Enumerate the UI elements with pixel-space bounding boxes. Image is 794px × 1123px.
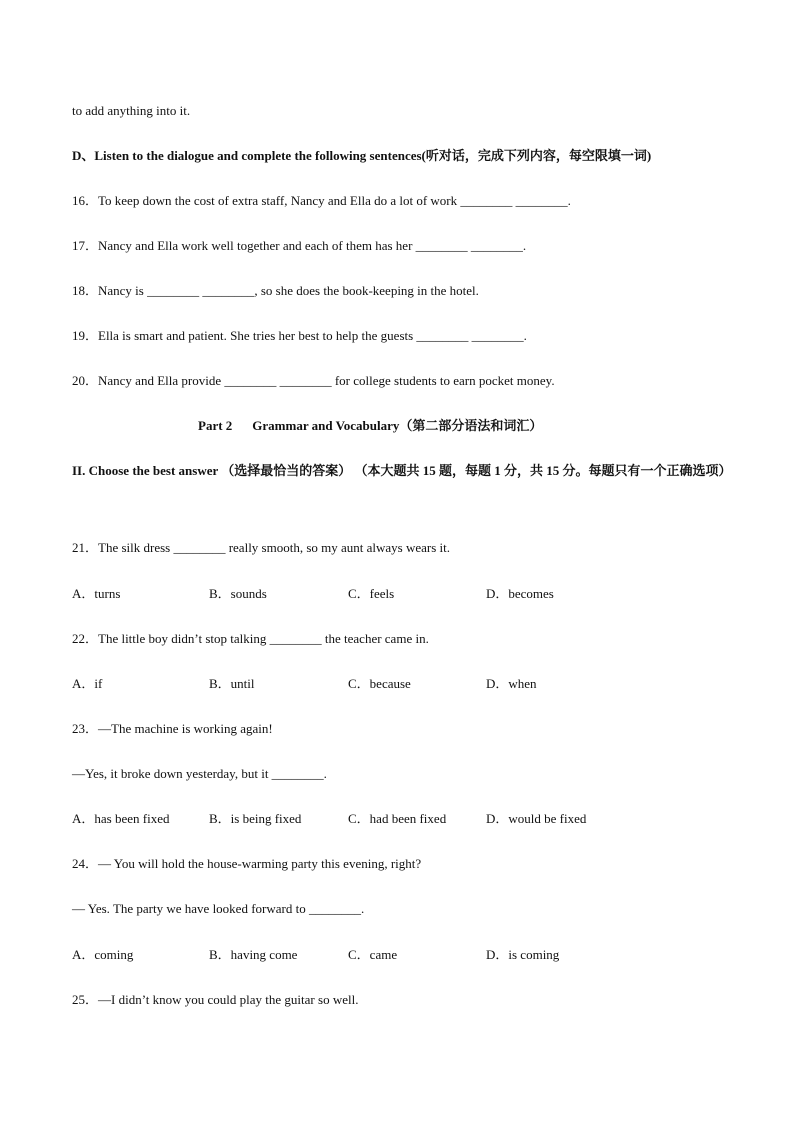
option-c: C．came — [348, 947, 398, 962]
option-a: A．coming — [72, 947, 134, 962]
question-23: 23．—The machine is working again! — [72, 721, 273, 736]
option-b: B．sounds — [209, 586, 267, 601]
option-b: B．until — [209, 676, 255, 691]
part-2-heading — [198, 417, 734, 435]
option-a: A．turns — [72, 586, 121, 601]
question-19: 19．Ella is smart and patient. She tries her best to help the guests ________ ________. — [72, 328, 527, 343]
question-22: 22．The little boy didn’t stop talking ________ the teacher came in. — [72, 631, 429, 646]
continuation-text: to add anything into it. — [72, 103, 191, 118]
question-24-options — [72, 946, 732, 964]
option-d: D．becomes — [486, 586, 554, 601]
option-c: C．because — [348, 676, 411, 691]
question-23-options — [72, 810, 732, 828]
question-21-options — [72, 585, 732, 603]
question-22-options — [72, 675, 732, 693]
question-23-reply: —Yes, it broke down yesterday, but it ________. — [72, 766, 327, 781]
question-24: 24．— You will hold the house-warming party this evening, right? — [72, 856, 422, 871]
question-25: 25．—I didn’t know you could play the guitar so well. — [72, 992, 359, 1007]
option-a: A．has been fixed — [72, 811, 170, 826]
part-2-label: Part 2 — [198, 418, 233, 433]
part-2-title: Grammar and Vocabulary（第二部分语法和词汇） — [252, 418, 543, 433]
question-18: 18．Nancy is ________ ________, so she does the book-keeping in the hotel. — [72, 283, 479, 298]
option-d: D．would be fixed — [486, 811, 587, 826]
option-c: C．had been fixed — [348, 811, 447, 826]
option-d: D．is coming — [486, 947, 560, 962]
question-16: 16．To keep down the cost of extra staff, Nancy and Ella do a lot of work ________ ________. — [72, 193, 571, 208]
section-ii-heading: II. Choose the best answer （选择最恰当的答案） （本大题共 15 题，每题 1 分，共 15 分。每题只有一个正确选项） — [72, 463, 732, 478]
question-21: 21．The silk dress ________ really smooth, so my aunt always wears it. — [72, 540, 451, 555]
section-d-heading: D、Listen to the dialogue and complete the following sentences(听对话，完成下列内容，每空限填一词) — [72, 148, 652, 163]
option-d: D．when — [486, 676, 537, 691]
option-c: C．feels — [348, 586, 395, 601]
question-20: 20．Nancy and Ella provide ________ ________ for college students to earn pocket money. — [72, 373, 555, 388]
option-b: B．is being fixed — [209, 811, 302, 826]
question-24-reply: — Yes. The party we have looked forward to ________. — [72, 901, 365, 916]
option-b: B．having come — [209, 947, 298, 962]
option-a: A．if — [72, 676, 103, 691]
question-17: 17．Nancy and Ella work well together and each of them has her ________ ________. — [72, 238, 527, 253]
